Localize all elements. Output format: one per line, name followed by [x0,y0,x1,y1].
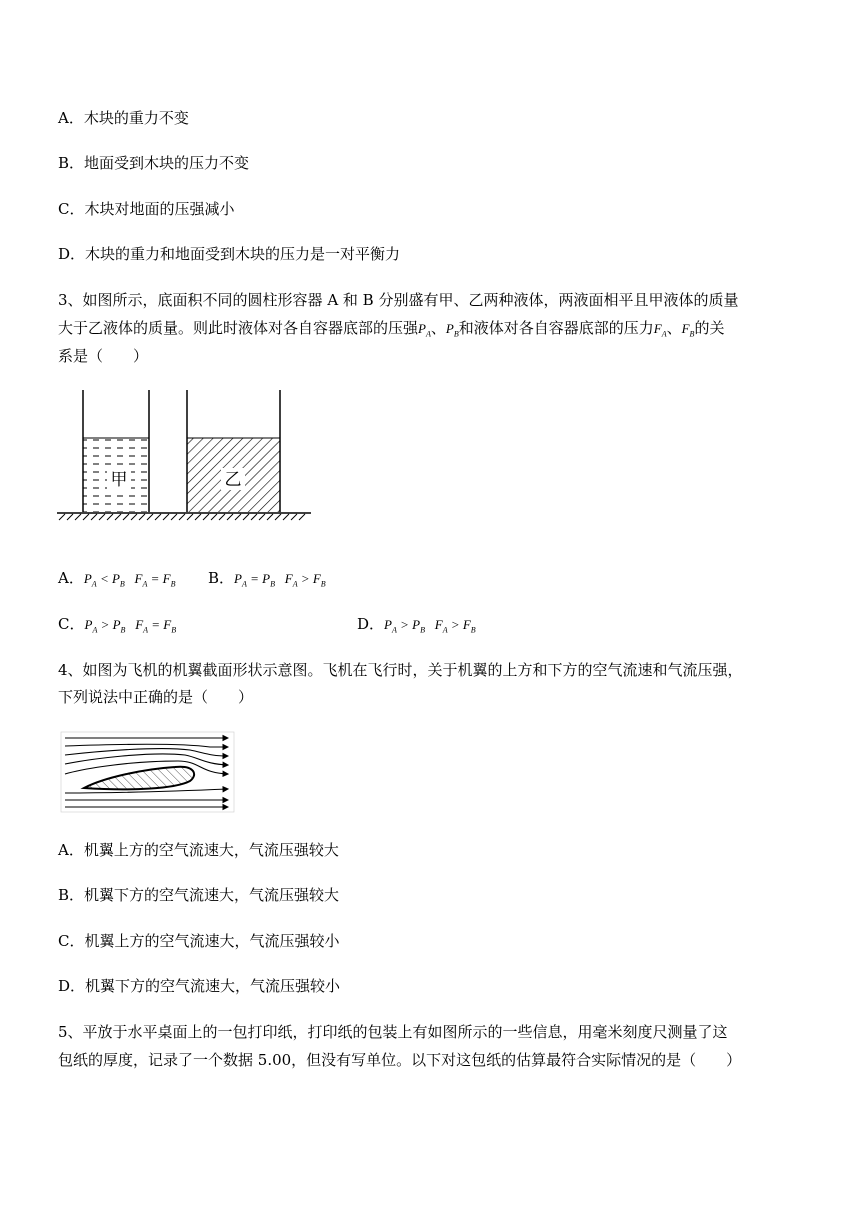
label-yi: 乙 [224,470,242,490]
q4-option-d: D．机翼下方的空气流速大，气流压强较小 [58,977,341,995]
label-jia: 甲 [110,470,128,490]
q3-stem-line3: 系是（ ） [58,347,149,365]
q3-stem-line2: 大于乙液体的质量。则此时液体对各自容器底部的压强$P_A$、$P_B$和液体对各自容器底部的压力$F_A$、$F_B$的关 [58,319,725,339]
q2-option-b: B．地面受到木块的压力不变 [58,154,250,172]
q2-option-c: C．木块对地面的压强减小 [58,200,235,218]
q5-stem-line2: 包纸的厚度，记录了一个数据 5.00，但没有写单位。以下对这包纸的估算最符合实际情况的是（ ） [58,1051,742,1069]
q4-option-c: C．机翼上方的空气流速大，气流压强较小 [58,932,340,950]
q3-stem-line1: 3、如图所示，底面积不同的圆柱形容器 A 和 B 分别盛有甲、乙两种液体，两液面相平且甲液体的质量 [58,291,739,309]
q3-option-a: A．$P_A < P_B$ $F_A = F_B$ [58,569,176,589]
q3-option-d: D．$P_A > P_B$ $F_A > F_B$ [357,615,476,635]
q3-option-c: C．$P_A > P_B$ $F_A = F_B$ [58,615,177,635]
q4-airfoil-figure [60,731,235,813]
q3-containers-figure [55,388,315,523]
q2-option-a: A．木块的重力不变 [58,109,189,127]
q4-option-b: B．机翼下方的空气流速大，气流压强较大 [58,886,340,904]
q4-option-a: A．机翼上方的空气流速大，气流压强较大 [58,841,339,859]
q5-stem-line1: 5、平放于水平桌面上的一包打印纸，打印纸的包装上有如图所示的一些信息，用毫米刻度尺测量了这 [58,1023,728,1041]
q3-option-b: B．$P_A = P_B$ $F_A > F_B$ [208,569,326,589]
q2-option-d: D．木块的重力和地面受到木块的压力是一对平衡力 [58,245,401,263]
q4-stem-line2: 下列说法中正确的是（ ） [58,688,254,706]
q4-stem-line1: 4、如图为飞机的机翼截面形状示意图。飞机在飞行时，关于机翼的上方和下方的空气流速和气流压强， [58,661,743,679]
